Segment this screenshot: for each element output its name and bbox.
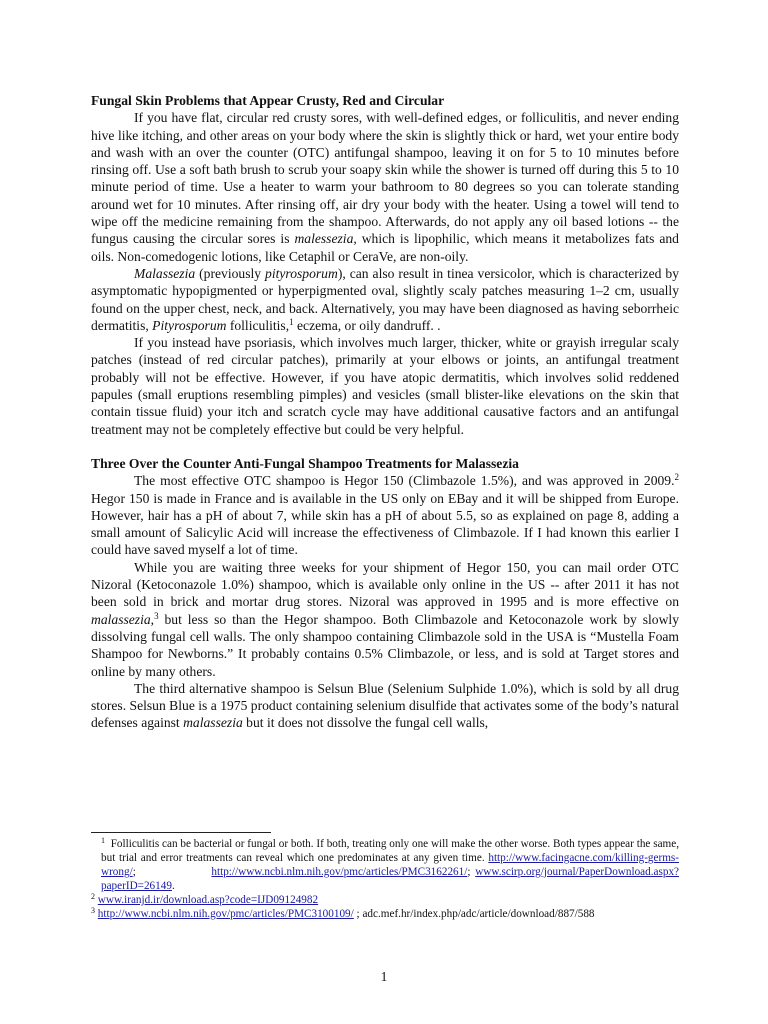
paragraph-text: ), can also result in tinea versicolor, which is characterized by asymptomatic hypopigmented or hyperpigmented oval, slightly scaly patches measuring 1–2 cm, usually found on the upper chest, neck, and back. Alternatively, you may have been diagnosed as having seborrheic dermatitis, — [91, 265, 679, 333]
link-ncbi-pmc3162261[interactable]: http://www.ncbi.nlm.nih.gov/pmc/articles/PMC3162261/ — [211, 866, 468, 878]
footnote-text: ; — [132, 866, 212, 878]
footnote-text: Folliculitis can be bacterial or fungal or both. If both, treating only one will make the other worse. Both types appear the same, but trial and error treatments can reveal which one predominates at any given time. — [101, 838, 680, 864]
paragraph-text: The third alternative shampoo is Selsun Blue (Selenium Sulphide 1.0%), which is sold by all drug stores. Selsun Blue is a 1975 product containing selenium disulfide that activates some of the body’s natural defenses against — [91, 680, 679, 731]
footnote-number: 2 — [91, 892, 95, 901]
paragraph-crusty-sores — [91, 109, 679, 265]
footnote-ref-1[interactable]: 1 — [289, 316, 294, 327]
footnote-ref-3[interactable]: 3 — [154, 610, 159, 621]
paragraph-psoriasis: If you instead have psoriasis, which involves much larger, thicker, white or grayish irregular scaly patches (instead of red circular patches), primarily at your elbows or joints, an antifungal treatment probably will not be effective. However, if you have atopic dermatitis, which involves solid reddened papules (small eruptions resembling pimples) and vesicles (small blister-like elevations on the skin that contain tissue fluid) your itch and scratch cycle may have additional causative factors and an antifungal treatment may not be completely effective but could be very helpful. — [91, 335, 679, 437]
paragraph-text: but less so than the Hegor shampoo. Both Climbazole and Ketoconazole work by slowly dissolving fungal cell walls. The only shampoo containing Climbazole sold in the USA is “Mustella Foam Shampoo for Newborns.” It probably contains 0.5% Climbazole, or less, and is sold at Target stores and online by many others. — [91, 611, 679, 679]
paragraph-text: , — [150, 611, 155, 627]
footnote-ref-2[interactable]: 2 — [674, 472, 679, 483]
footnote-divider — [91, 832, 271, 833]
paragraph-selsun-blue — [91, 680, 679, 732]
paragraph-text: eczema, or oily dandruff. . — [293, 317, 441, 333]
link-facingacne[interactable]: http://www.facingacne.com/killing-germs-wrong/ — [101, 852, 679, 878]
footnote-1 — [91, 837, 679, 893]
footnote-number: 1 — [101, 836, 105, 845]
footnote-text: . — [171, 880, 175, 892]
section-heading-fungal-skin: Fungal Skin Problems that Appear Crusty, Red and Circular — [91, 93, 445, 108]
term-malessezia: malessezia — [294, 231, 354, 247]
term-malassezia: Malassezia — [134, 265, 196, 281]
footnote-text: ; — [467, 866, 476, 878]
footnote-2 — [91, 893, 679, 907]
section-heading-shampoo-treatments: Three Over the Counter Anti-Fungal Shampoo Treatments for Malassezia — [91, 455, 519, 471]
term-pityrosporum: Pityrosporum — [152, 317, 227, 333]
document-body — [91, 92, 679, 732]
footnote-3 — [91, 907, 679, 921]
paragraph-text: but it does not dissolve the fungal cell walls, — [242, 715, 489, 731]
link-scirp[interactable]: www.scirp.org/journal/PaperDownload.aspx?paperID=26149 — [101, 866, 680, 892]
paragraph-malassezia — [91, 265, 679, 334]
paragraph-text: The most effective OTC shampoo is Hegor 150 (Climbazole 1.5%), and was approved in 2009. — [134, 473, 675, 489]
term-malassezia: malassezia — [183, 715, 243, 731]
link-ncbi-pmc3100109[interactable]: http://www.ncbi.nlm.nih.gov/pmc/articles/PMC3100109/ — [97, 908, 354, 920]
paragraph-text: While you are waiting three weeks for your shipment of Hegor 150, you can mail order OTC Nizoral (Ketoconazole 1.0%) shampoo, which is available only online in the US -- after 2011 it has not been sold in brick and mortar drug stores. Nizoral was approved in 1995 and is more effective on — [91, 559, 679, 610]
footnote-text: ; adc.mef.hr/index.php/adc/article/download/887/588 — [353, 908, 595, 920]
paragraph-text: If you have flat, circular red crusty sores, with well-defined edges, or folliculitis, and never ending hive like itching, and other areas on your body where the skin is slightly thick or hard, wet your entire body and wash with an over the counter (OTC) antifungal shampoo, leaving it on for 5 to 10 minutes before rinsing off. Use a soft bath brush to scrub your soapy skin while the shower is turned off during this 5 to 10 minute period of time. Use a heater to warm your bathroom to 80 degrees so you can tolerate standing around wet for 10 minutes. After rinsing off, air dry your body with the heater. Using a towel will tend to wipe off the medicine remaining from the shampoo. Afterwards, do not apply any oil based lotions -- the fungus causing the circular sores is — [91, 110, 679, 247]
paragraph-hegor — [91, 472, 679, 558]
paragraph-text: (previously — [195, 265, 266, 281]
paragraph-text: folliculitis, — [226, 317, 290, 333]
paragraph-text: , which is lipophilic, which means it metabolizes fats and oils. Non-comedogenic lotions, like Cetaphil or CeraVe, are non-oily. — [91, 231, 679, 264]
footnotes — [91, 832, 679, 921]
page-number: 1 — [380, 969, 388, 984]
term-malassezia: malassezia — [91, 611, 151, 627]
term-pityrosporum: pityrosporum — [265, 265, 338, 281]
link-iranjd[interactable]: www.iranjd.ir/download.asp?code=IJD09124982 — [97, 894, 319, 906]
paragraph-nizoral — [91, 559, 679, 680]
footnote-number: 3 — [91, 906, 95, 915]
paragraph-text: Hegor 150 is made in France and is available in the US only on EBay and it will be shipped from Europe. However, hair has a pH of about 7, while skin has a pH of about 5.5, so as explained on page 8, adding a small amount of Salicylic Acid will increase the effectiveness of Climbazole. If I had known this earlier I could have saved myself a lot of time. — [91, 490, 679, 558]
